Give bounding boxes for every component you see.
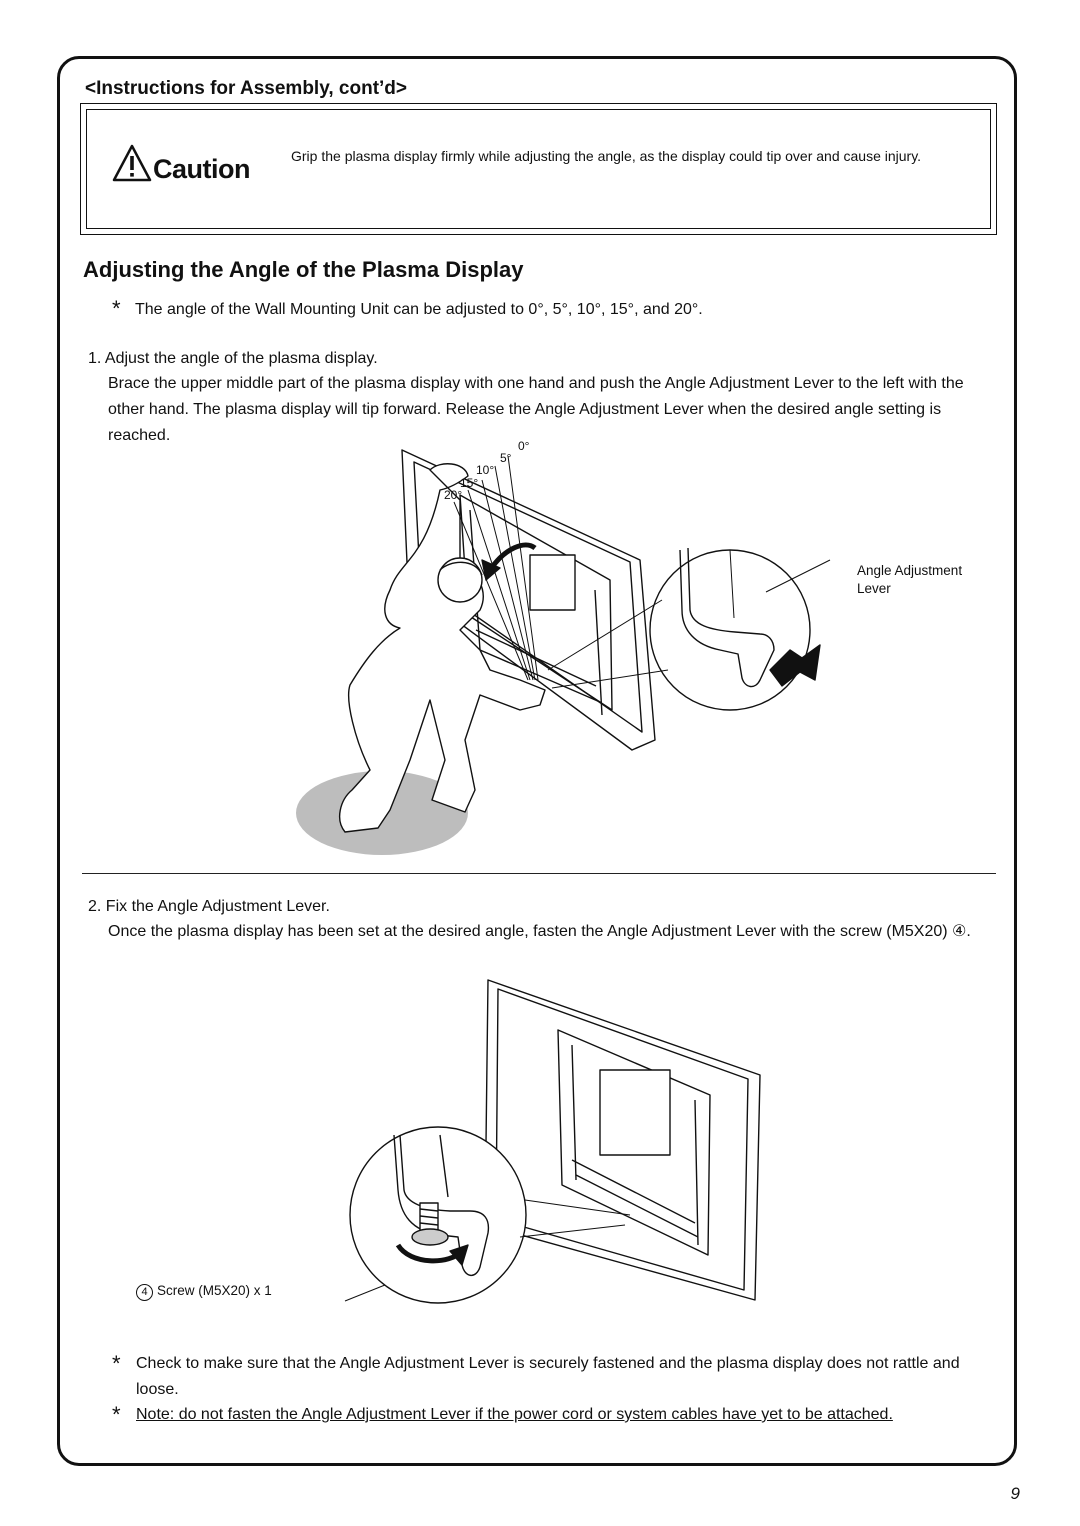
caution-label: Caution — [153, 154, 250, 184]
step1-title: 1. Adjust the angle of the plasma display. — [88, 350, 378, 367]
page-number: 9 — [1010, 1484, 1020, 1503]
caution-text: Grip the plasma display firmly while adjusting the angle, as the display could tip over and cause injury. — [291, 148, 922, 164]
angle-adjust-figure — [290, 440, 1000, 860]
warning-triangle-icon — [113, 144, 151, 182]
lever-callout: Angle Adjustment Lever — [857, 563, 963, 596]
final-note-bullet: * — [112, 1402, 121, 1427]
final-note: Note: do not fasten the Angle Adjustment Lever if the power cord or system cables have yet to be attached. — [136, 1406, 893, 1423]
screw-callout: 4 Screw (M5X20) x 1 — [136, 1282, 272, 1301]
screw-fasten-figure — [300, 975, 770, 1320]
note-bullet: * — [112, 296, 121, 321]
angle-label-10: 10° — [476, 463, 495, 477]
callout-number-icon: 4 — [136, 1284, 153, 1301]
step2-body: Once the plasma display has been set at the desired angle, fasten the Angle Adjustment Lever with the screw (M5X20) ④. — [108, 923, 971, 940]
angle-note: The angle of the Wall Mounting Unit can be adjusted to 0°, 5°, 10°, 15°, and 20°. — [135, 301, 703, 318]
check-note: Check to make sure that the Angle Adjustment Lever is securely fastened and the plasma display does not rattle and loose. — [136, 1355, 960, 1398]
step1-body: Brace the upper middle part of the plasma display with one hand and push the Angle Adjustment Lever to the left with the other hand. The plasma display will tip forward. Release the Angle Adjustment Lever when the desired angle setting is reached. — [108, 375, 964, 444]
caution-box — [80, 103, 997, 235]
section-title: <Instructions for Assembly, cont’d> — [85, 78, 408, 99]
section-divider — [82, 873, 996, 874]
angle-label-5: 5° — [500, 451, 512, 465]
angle-label-20: 20° — [444, 488, 463, 502]
page-heading: Adjusting the Angle of the Plasma Display — [83, 257, 524, 282]
angle-label-0: 0° — [518, 439, 530, 453]
check-bullet: * — [112, 1351, 121, 1376]
step2-title: 2. Fix the Angle Adjustment Lever. — [88, 898, 330, 915]
angle-label-15: 15° — [460, 476, 479, 490]
